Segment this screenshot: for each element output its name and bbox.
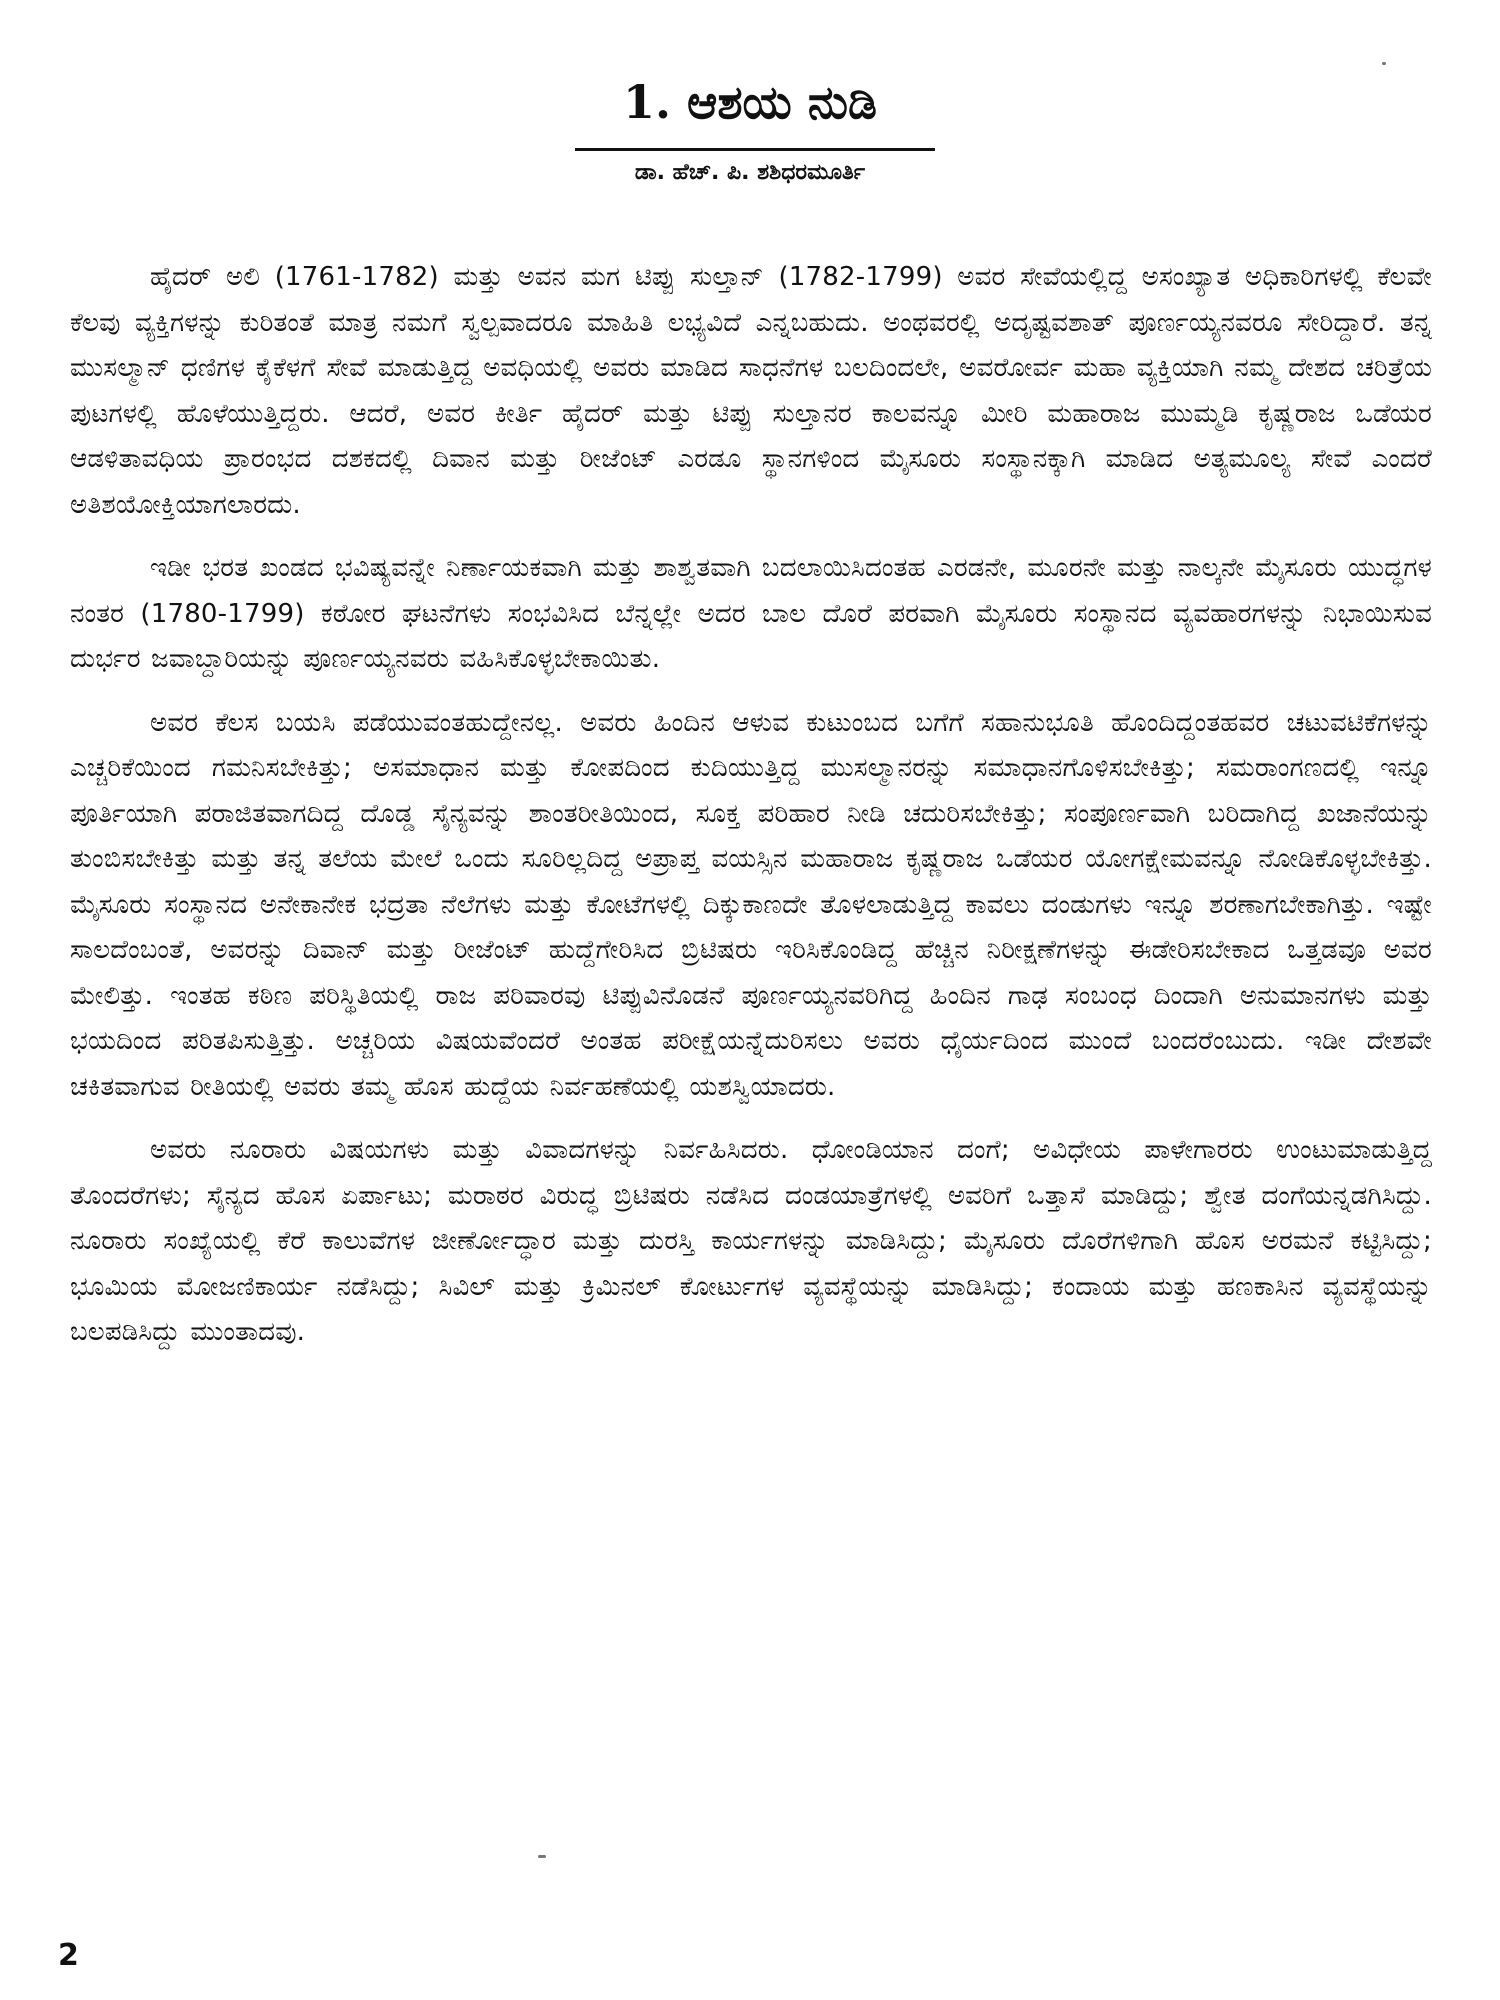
chapter-title: 1. ಆಶಯ ನುಡಿ [622,75,878,129]
paragraph-4: ಅವರು ನೂರಾರು ವಿಷಯಗಳು ಮತ್ತು ವಿವಾದಗಳನ್ನು ನಿರ್ವಹಿಸಿದರು. ಧೋಂಡಿಯಾನ ದಂಗೆ; ಅವಿಧೇಯ ಪಾಳೇಗಾರರು ಉಂಟುಮಾಡುತ್ತಿದ್ದ ತೊಂದರೆಗಳು; ಸೈನ್ಯದ ಹೊಸ ಏರ್ಪಾಟು; ಮರಾಠರ ವಿರುದ್ಧ ಬ್ರಿಟಿಷರು ನಡೆಸಿದ ದಂಡಯಾತ್ರೆಗಳಲ್ಲಿ ಅವರಿಗೆ ಒತ್ತಾಸೆ ಮಾಡಿದ್ದು; ಶ್ವೇತ ದಂಗೆಯನ್ನಡಗಿಸಿದ್ದು. ನೂರಾರು ಸಂಖ್ಯೆಯಲ್ಲಿ ಕೆರೆ ಕಾಲುವೆಗಳ ಜೀರ್ಣೋದ್ಧಾರ ಮತ್ತು ದುರಸ್ತಿ ಕಾರ್ಯಗಳನ್ನು ಮಾಡಿಸಿದ್ದು; ಮೈಸೂರು ದೊರೆಗಳಿಗಾಗಿ ಹೊಸ ಅರಮನೆ ಕಟ್ಟಿಸಿದ್ದು; ಭೂಮಿಯ ಮೋಜಣಿಕಾರ್ಯ ನಡೆಸಿದ್ದು; ಸಿವಿಲ್ ಮತ್ತು ಕ್ರಿಮಿನಲ್ ಕೋರ್ಟುಗಳ ವ್ಯವಸ್ಥೆಯನ್ನು ಮಾಡಿಸಿದ್ದು; ಕಂದಾಯ ಮತ್ತು ಹಣಕಾಸಿನ ವ್ಯವಸ್ಥೆಯನ್ನು ಬಲಪಡಿಸಿದ್ದು ಮುಂತಾದವು. [70,1135,1432,1347]
title-underline [575,148,935,151]
paragraph-3: ಅವರ ಕೆಲಸ ಬಯಸಿ ಪಡೆಯುವಂತಹುದ್ದೇನಲ್ಲ. ಅವರು ಹಿಂದಿನ ಆಳುವ ಕುಟುಂಬದ ಬಗೆಗೆ ಸಹಾನುಭೂತಿ ಹೊಂದಿದ್ದಂತಹವರ ಚಟುವಟಿಕೆಗಳನ್ನು ಎಚ್ಚರಿಕೆಯಿಂದ ಗಮನಿಸಬೇಕಿತ್ತು; ಅಸಮಾಧಾನ ಮತ್ತು ಕೋಪದಿಂದ ಕುದಿಯುತ್ತಿದ್ದ ಮುಸಲ್ಮಾನರನ್ನು ಸಮಾಧಾನಗೊಳಿಸಬೇಕಿತ್ತು; ಸಮರಾಂಗಣದಲ್ಲಿ ಇನ್ನೂ ಪೂರ್ತಿಯಾಗಿ ಪರಾಜಿತವಾಗದಿದ್ದ ದೊಡ್ಡ ಸೈನ್ಯವನ್ನು ಶಾಂತರೀತಿಯಿಂದ, ಸೂಕ್ತ ಪರಿಹಾರ ನೀಡಿ ಚದುರಿಸಬೇಕಿತ್ತು; ಸಂಪೂರ್ಣವಾಗಿ ಬರಿದಾಗಿದ್ದ ಖಜಾನೆಯನ್ನು ತುಂಬಿಸಬೇಕಿತ್ತು ಮತ್ತು ತನ್ನ ತಲೆಯ ಮೇಲೆ ಒಂದು ಸೂರಿಲ್ಲದಿದ್ದ ಅಪ್ರಾಪ್ತ ವಯಸ್ಸಿನ ಮಹಾರಾಜ ಕೃಷ್ಣರಾಜ ಒಡೆಯರ ಯೋಗಕ್ಷೇಮವನ್ನೂ ನೋಡಿಕೊಳ್ಳಬೇಕಿತ್ತು. ಮೈಸೂರು ಸಂಸ್ಥಾನದ ಅನೇಕಾನೇಕ ಭದ್ರತಾ ನೆಲೆಗಳು ಮತ್ತು ಕೋಟೆಗಳಲ್ಲಿ ದಿಕ್ಕುಕಾಣದೇ ತೊಳಲಾಡುತ್ತಿದ್ದ ಕಾವಲು ದಂಡುಗಳು ಇನ್ನೂ ಶರಣಾಗಬೇಕಾಗಿತ್ತು. ಇಷ್ಟೇ ಸಾಲದೆಂಬಂತೆ, ಅವರನ್ನು ದಿವಾನ್ ಮತ್ತು ರೀಜೆಂಟ್ ಹುದ್ದೆಗೇರಿಸಿದ ಬ್ರಿಟಿಷರು ಇರಿಸಿಕೊಂಡಿದ್ದ ಹೆಚ್ಚಿನ ನಿರೀಕ್ಷಣೆಗಳನ್ನು ಈಡೇರಿಸಬೇಕಾದ ಒತ್ತಡವೂ ಅವರ ಮೇಲಿತ್ತು. ಇಂತಹ ಕಠಿಣ ಪರಿಸ್ಥಿತಿಯಲ್ಲಿ ರಾಜ ಪರಿವಾರವು ಟಿಪ್ಪುವಿನೊಡನೆ ಪೂರ್ಣಯ್ಯನವರಿಗಿದ್ದ ಹಿಂದಿನ ಗಾಢ ಸಂಬಂಧ ದಿಂದಾಗಿ ಅನುಮಾನಗಳು ಮತ್ತು ಭಯದಿಂದ ಪರಿತಪಿಸುತ್ತಿತ್ತು. ಅಚ್ಚರಿಯ ವಿಷಯವೆಂದರೆ ಅಂತಹ ಪರೀಕ್ಷೆಯನ್ನೆದುರಿಸಲು ಅವರು ಧೈರ್ಯದಿಂದ ಮುಂದೆ ಬಂದರೆಂಬುದು. ಇಡೀ ದೇಶವೇ ಚಕಿತವಾಗುವ ರೀತಿಯಲ್ಲಿ ಅವರು ತಮ್ಮ ಹೊಸ ಹುದ್ದೆಯ ನಿರ್ವಹಣೆಯಲ್ಲಿ ಯಶಸ್ವಿಯಾದರು. [70,707,1432,1102]
paragraph-1: ಹೈದರ್ ಅಲಿ (1761-1782) ಮತ್ತು ಅವನ ಮಗ ಟಿಪ್ಪು ಸುಲ್ತಾನ್ (1782-1799) ಅವರ ಸೇವೆಯಲ್ಲಿದ್ದ ಅಸಂಖ್ಯಾತ ಅಧಿಕಾರಿಗಳಲ್ಲಿ ಕೆಲವೇ ಕೆಲವು ವ್ಯಕ್ತಿಗಳನ್ನು ಕುರಿತಂತೆ ಮಾತ್ರ ನಮಗೆ ಸ್ವಲ್ಪವಾದರೂ ಮಾಹಿತಿ ಲಭ್ಯವಿದೆ ಎನ್ನಬಹುದು. ಅಂಥವರಲ್ಲಿ ಅದೃಷ್ಟವಶಾತ್ ಪೂರ್ಣಯ್ಯನವರೂ ಸೇರಿದ್ದಾರೆ. ತನ್ನ ಮುಸಲ್ಮಾನ್ ಧಣಿಗಳ ಕೈಕೆಳಗೆ ಸೇವೆ ಮಾಡುತ್ತಿದ್ದ ಅವಧಿಯಲ್ಲಿ ಅವರು ಮಾಡಿದ ಸಾಧನೆಗಳ ಬಲದಿಂದಲೇ, ಅವರೋರ್ವ ಮಹಾ ವ್ಯಕ್ತಿಯಾಗಿ ನಮ್ಮ ದೇಶದ ಚರಿತ್ರೆಯ ಪುಟಗಳಲ್ಲಿ ಹೊಳೆಯುತ್ತಿದ್ದರು. ಆದರೆ, ಅವರ ಕೀರ್ತಿ ಹೈದರ್ ಮತ್ತು ಟಿಪ್ಪು ಸುಲ್ತಾನರ ಕಾಲವನ್ನೂ ಮೀರಿ ಮಹಾರಾಜ ಮುಮ್ಮಡಿ ಕೃಷ್ಣರಾಜ ಒಡೆಯರ ಆಡಳಿತಾವಧಿಯ ಪ್ರಾರಂಭದ ದಶಕದಲ್ಲಿ ದಿವಾನ ಮತ್ತು ರೀಜೆಂಟ್ ಎರಡೂ ಸ್ಥಾನಗಳಿಂದ ಮೈಸೂರು ಸಂಸ್ಥಾನಕ್ಕಾಗಿ ಮಾಡಿದ ಅತ್ಯಮೂಲ್ಯ ಸೇವೆ ಎಂದರೆ ಅತಿಶಯೋಕ್ತಿಯಾಗಲಾರದು. [70,262,1432,520]
body-text [70,255,1432,1374]
page-number: 2 [58,1938,79,1973]
scan-speck [538,1855,546,1858]
author-name: ಡಾ. ಹೆಚ್. ಪಿ. ಶಶಿಧರಮೂರ್ತಿ [634,160,866,185]
scan-speck [1382,62,1386,65]
paragraph-2: ಇಡೀ ಭರತ ಖಂಡದ ಭವಿಷ್ಯವನ್ನೇ ನಿರ್ಣಾಯಕವಾಗಿ ಮತ್ತು ಶಾಶ್ವತವಾಗಿ ಬದಲಾಯಿಸಿದಂತಹ ಎರಡನೇ, ಮೂರನೇ ಮತ್ತು ನಾಲ್ಕನೇ ಮೈಸೂರು ಯುದ್ಧಗಳ ನಂತರ (1780-1799) ಕಠೋರ ಘಟನೆಗಳು ಸಂಭವಿಸಿದ ಬೆನ್ನಲ್ಲೇ ಅದರ ಬಾಲ ದೊರೆ ಪರವಾಗಿ ಮೈಸೂರು ಸಂಸ್ಥಾನದ ವ್ಯವಹಾರಗಳನ್ನು ನಿಭಾಯಿಸುವ ದುರ್ಭರ ಜವಾಬ್ದಾರಿಯನ್ನು ಪೂರ್ಣಯ್ಯನವರು ವಹಿಸಿಕೊಳ್ಳಬೇಕಾಯಿತು. [70,553,1432,674]
